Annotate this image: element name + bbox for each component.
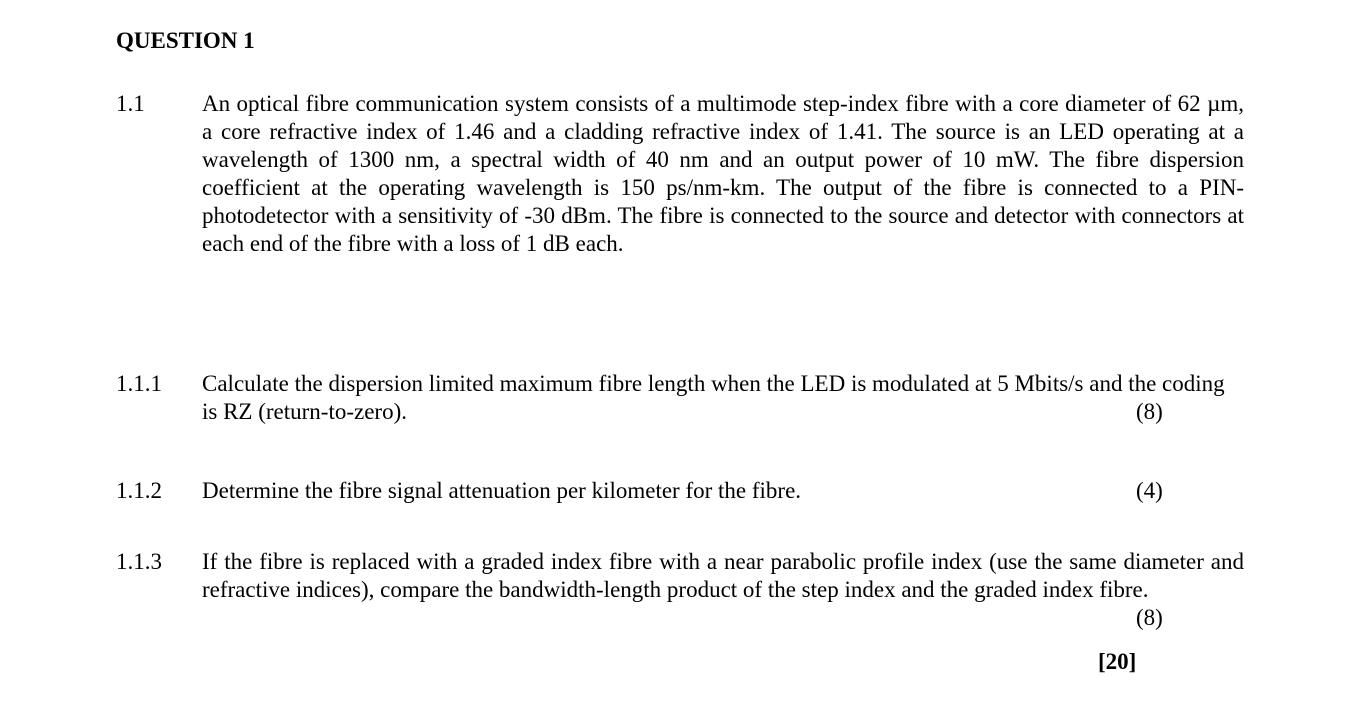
item-text: Calculate the dispersion limited maximum fibre length when the LED is modulated at 5 Mbits/s and the coding is RZ (return-to-zero). [202,371,1225,424]
item-marks: (8) [1136,605,1163,630]
question-item-1-1 [116,90,1244,258]
item-number: 1.1 [116,91,145,116]
question-item-1-1-3 [116,548,1244,630]
item-marks: (8) [1136,399,1163,424]
question-item-1-1-2 [116,477,1244,505]
item-number: 1.1.2 [116,478,162,503]
question-item-1-1-1 [116,370,1244,426]
question-heading: QUESTION 1 [116,28,255,53]
item-marks: (4) [1136,478,1163,503]
item-number: 1.1.1 [116,371,162,396]
item-text: If the fibre is replaced with a graded index fibre with a near parabolic profile index (use the same diameter and refractive indices), compare the bandwidth-length product of the step index and the graded index fibre. [202,549,1244,602]
total-marks: [20] [1098,649,1137,674]
item-number: 1.1.3 [116,549,162,574]
item-text: Determine the fibre signal attenuation per kilometer for the fibre. [202,478,802,503]
item-text: An optical fibre communication system consists of a multimode step-index fibre with a core diameter of 62 µm, a core refractive index of 1.46 and a cladding refractive index of 1.41. The source is an LED operating at a wavelength of 1300 nm, a spectral width of 40 nm and an output power of 10 mW. The fibre dispersion coefficient at the operating wavelength is 150 ps/nm-km. The output of the fibre is connected to a PIN-photodetector with a sensitivity of -30 dBm. The fibre is connected to the source and detector with connectors at each end of the fibre with a loss of 1 dB each. [202,91,1244,256]
